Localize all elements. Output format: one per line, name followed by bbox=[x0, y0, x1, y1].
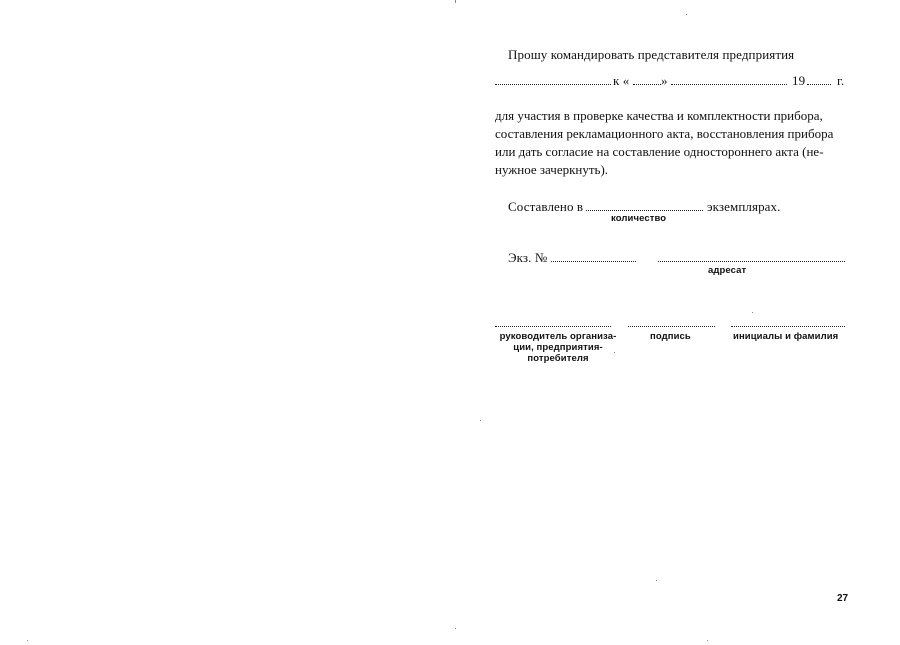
scan-speck bbox=[656, 580, 657, 581]
scan-speck bbox=[455, 628, 456, 629]
initials-caption: инициалы и фамилия bbox=[733, 331, 839, 342]
scan-speck bbox=[686, 14, 687, 15]
scan-speck bbox=[27, 640, 28, 641]
date-blank-1 bbox=[495, 84, 611, 85]
page-number: 27 bbox=[837, 593, 849, 604]
quantity-blank bbox=[586, 210, 703, 211]
scan-speck bbox=[752, 312, 753, 313]
paragraph-line: для участия в проверке качества и комплектности прибора, bbox=[495, 108, 823, 123]
year-prefix: 19 bbox=[792, 73, 806, 88]
scan-speck bbox=[707, 640, 708, 641]
year-blank bbox=[807, 84, 831, 85]
signature-caption: подпись bbox=[650, 331, 691, 342]
paragraph-line: нужное зачеркнуть). bbox=[495, 162, 609, 177]
request-line: Прошу командировать представителя предприятия bbox=[508, 47, 795, 62]
date-day-blank bbox=[633, 84, 661, 85]
scan-speck bbox=[614, 352, 615, 353]
copy-label: Экз. № bbox=[508, 250, 548, 265]
scan-speck bbox=[455, 0, 456, 3]
paragraph-line: составления рекламационного акта, восстановления прибора bbox=[495, 126, 834, 141]
year-suffix: г. bbox=[837, 73, 845, 88]
head-caption: руководитель организа- ции, предприятия- потребителя bbox=[499, 331, 617, 364]
date-k-open: к « bbox=[613, 73, 630, 88]
composed-prefix: Составлено в bbox=[508, 199, 584, 214]
quantity-caption: количество bbox=[611, 213, 667, 224]
copy-number-blank bbox=[551, 261, 636, 262]
purpose-paragraph bbox=[495, 107, 851, 179]
addressee-caption: адресат bbox=[708, 265, 747, 276]
addressee-blank bbox=[658, 261, 845, 262]
date-month-blank bbox=[671, 84, 787, 85]
signature-blank bbox=[628, 326, 715, 327]
paragraph-line: или дать согласие на составление одностороннего акта (не- bbox=[495, 144, 824, 159]
initials-blank bbox=[731, 326, 845, 327]
date-k-close: » bbox=[661, 73, 668, 88]
composed-suffix: экземплярах. bbox=[707, 199, 781, 214]
head-signature-blank bbox=[495, 326, 611, 327]
scan-speck bbox=[480, 420, 481, 421]
